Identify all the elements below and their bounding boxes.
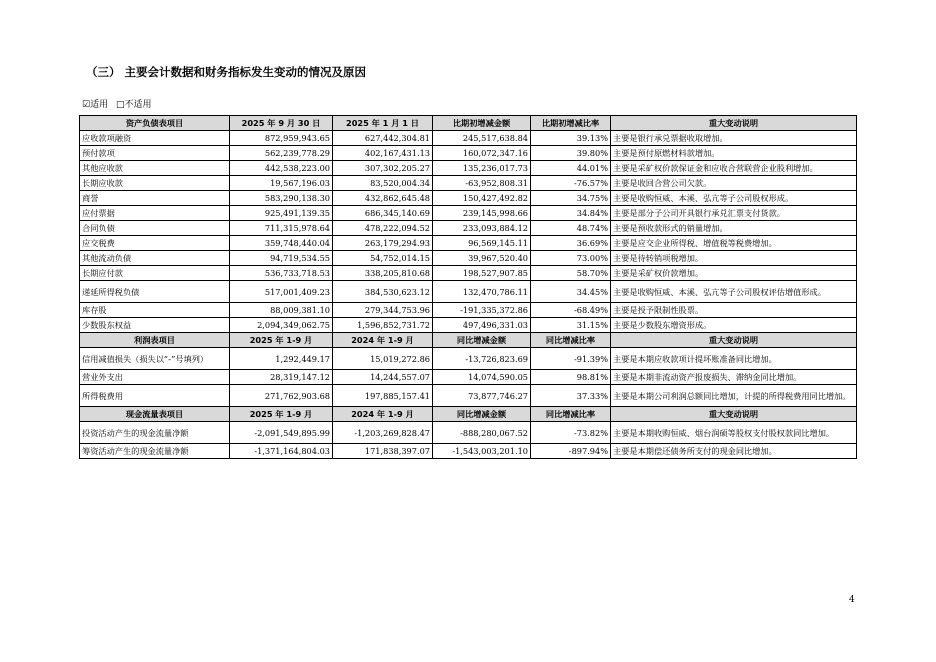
income-statement-header-explanation: 重大变动说明 [611,333,857,348]
cash-flow-cell-item: 投资活动产生的现金流量净额 [80,422,230,444]
income-statement-cell-change-ratio: 98.81% [531,370,611,385]
balance-sheet-cell-period-prior: 279,344,753.96 [333,303,433,318]
balance-sheet-cell-explanation: 主要是收回合营公司欠款。 [611,176,857,191]
balance-sheet-cell-explanation: 主要是银行承兑票据收取增加。 [611,131,857,146]
balance-sheet-cell-change-ratio: -68.49% [531,303,611,318]
balance-sheet-cell-change-amount: 245,517,638.84 [433,131,531,146]
cash-flow-cell-period-current: -1,371,164,804.03 [230,444,333,459]
balance-sheet-cell-explanation: 主要是收购恒威、本溪、弘亢等子公司股权评估增值形成。 [611,281,857,303]
balance-sheet-header-change-amount: 比期初增减金额 [433,116,531,131]
balance-sheet-cell-change-ratio: 31.15% [531,318,611,333]
cash-flow-cell-item: 筹资活动产生的现金流量净额 [80,444,230,459]
balance-sheet-cell-change-amount: -191,335,372.86 [433,303,531,318]
balance-sheet-cell-period-prior: 1,596,852,731.72 [333,318,433,333]
income-statement-cell-explanation: 主要是本期公司利润总额同比增加，计提的所得税费用同比增加。 [611,385,857,407]
balance-sheet-row [80,318,857,333]
income-statement-cell-item: 所得税费用 [80,385,230,407]
income-statement-cell-explanation: 主要是本期应收款项计提坏账准备同比增加。 [611,348,857,370]
applicability-options [82,97,156,110]
balance-sheet-cell-explanation: 主要是应交企业所得税、增值税等税费增加。 [611,236,857,251]
balance-sheet-header-row [80,116,857,131]
cash-flow-cell-period-prior: 171,838,397.07 [333,444,433,459]
balance-sheet-cell-change-ratio: 39.13% [531,131,611,146]
income-statement-header-change-amount: 同比增减金额 [433,333,531,348]
table-body [80,116,857,459]
balance-sheet-cell-explanation: 主要是预收款形式的销量增加。 [611,221,857,236]
balance-sheet-cell-explanation: 主要是部分子公司开具银行承兑汇票支付货款。 [611,206,857,221]
cash-flow-header-period-prior: 2024 年 1-9 月 [333,407,433,422]
balance-sheet-cell-period-current: 19,567,196.03 [230,176,333,191]
income-statement-cell-change-ratio: -91.39% [531,348,611,370]
balance-sheet-cell-period-current: 711,315,978.64 [230,221,333,236]
income-statement-cell-period-prior: 197,885,157.41 [333,385,433,407]
balance-sheet-cell-change-ratio: 44.01% [531,161,611,176]
balance-sheet-cell-period-prior: 478,222,094.52 [333,221,433,236]
income-statement-header-item: 利润表项目 [80,333,230,348]
cash-flow-row [80,444,857,459]
balance-sheet-cell-item: 其他流动负债 [80,251,230,266]
balance-sheet-cell-change-ratio: 48.74% [531,221,611,236]
balance-sheet-cell-explanation: 主要是收购恒威、本溪、弘亢等子公司股权形成。 [611,191,857,206]
balance-sheet-cell-period-current: 88,009,381.10 [230,303,333,318]
balance-sheet-cell-item: 递延所得税负债 [80,281,230,303]
cash-flow-header-period-current: 2025 年 1-9 月 [230,407,333,422]
cash-flow-cell-change-ratio: -73.82% [531,422,611,444]
balance-sheet-cell-change-ratio: 34.84% [531,206,611,221]
balance-sheet-cell-change-amount: 135,236,017.73 [433,161,531,176]
section-heading: （三） 主要会计数据和财务指标发生变动的情况及原因 [86,65,367,79]
balance-sheet-cell-item: 应付票据 [80,206,230,221]
balance-sheet-cell-period-current: 2,094,349,062.75 [230,318,333,333]
balance-sheet-cell-period-prior: 627,442,304.81 [333,131,433,146]
income-statement-header-change-ratio: 同比增减比率 [531,333,611,348]
cash-flow-header-change-amount: 同比增减金额 [433,407,531,422]
balance-sheet-cell-change-amount: 132,470,786.11 [433,281,531,303]
not-applicable-checkbox[interactable]: □不适用 [115,100,152,110]
balance-sheet-cell-period-prior: 402,167,431.13 [333,146,433,161]
cash-flow-header-explanation: 重大变动说明 [611,407,857,422]
balance-sheet-row [80,176,857,191]
cash-flow-header-change-ratio: 同比增减比率 [531,407,611,422]
financial-changes-table [79,115,857,459]
income-statement-cell-period-prior: 14,244,557.07 [333,370,433,385]
balance-sheet-cell-explanation: 主要是少数股东增资形成。 [611,318,857,333]
cash-flow-cell-change-amount: -888,280,067.52 [433,422,531,444]
balance-sheet-row [80,146,857,161]
cash-flow-cell-period-current: -2,091,549,895.99 [230,422,333,444]
income-statement-cell-period-prior: 15,019,272.86 [333,348,433,370]
balance-sheet-cell-change-ratio: 73.00% [531,251,611,266]
balance-sheet-cell-explanation: 主要是采矿权价款保证金和应收合营联营企业股利增加。 [611,161,857,176]
balance-sheet-cell-period-current: 94,719,534.55 [230,251,333,266]
balance-sheet-cell-item: 应交税费 [80,236,230,251]
balance-sheet-cell-change-amount: 239,145,998.66 [433,206,531,221]
balance-sheet-cell-period-prior: 54,752,014.15 [333,251,433,266]
cash-flow-cell-change-amount: -1,543,003,201.10 [433,444,531,459]
balance-sheet-row [80,191,857,206]
income-statement-cell-period-current: 1,292,449.17 [230,348,333,370]
balance-sheet-cell-explanation: 主要是待转销项税增加。 [611,251,857,266]
page-number: 4 [849,595,855,605]
balance-sheet-row [80,303,857,318]
balance-sheet-row [80,221,857,236]
balance-sheet-header-period-prior: 2025 年 1 月 1 日 [333,116,433,131]
balance-sheet-cell-change-amount: 198,527,907.85 [433,266,531,281]
balance-sheet-cell-period-prior: 384,530,623.12 [333,281,433,303]
cash-flow-cell-explanation: 主要是本期收购恒威、烟台润硕等股权支付股权款同比增加。 [611,422,857,444]
balance-sheet-cell-period-current: 536,733,718.53 [230,266,333,281]
balance-sheet-header-item: 资产负债表项目 [80,116,230,131]
income-statement-row [80,348,857,370]
income-statement-cell-explanation: 主要是本期非流动资产报废损失、滞纳金同比增加。 [611,370,857,385]
income-statement-row [80,385,857,407]
balance-sheet-row [80,131,857,146]
balance-sheet-cell-change-ratio: 34.45% [531,281,611,303]
balance-sheet-cell-change-ratio: -76.57% [531,176,611,191]
balance-sheet-cell-period-current: 583,290,138.30 [230,191,333,206]
income-statement-header-period-prior: 2024 年 1-9 月 [333,333,433,348]
cash-flow-header-row [80,407,857,422]
balance-sheet-cell-period-current: 359,748,440.04 [230,236,333,251]
balance-sheet-header-change-ratio: 比期初增减比率 [531,116,611,131]
balance-sheet-header-explanation: 重大变动说明 [611,116,857,131]
income-statement-cell-period-current: 271,762,903.68 [230,385,333,407]
balance-sheet-row [80,251,857,266]
balance-sheet-row [80,161,857,176]
income-statement-cell-change-amount: 14,074,590.05 [433,370,531,385]
balance-sheet-cell-period-prior: 338,205,810.68 [333,266,433,281]
income-statement-cell-change-amount: -13,726,823.69 [433,348,531,370]
balance-sheet-cell-explanation: 主要是授予限制性股票。 [611,303,857,318]
applicable-checkbox[interactable]: ☑适用 [82,100,109,110]
balance-sheet-cell-explanation: 主要是采矿权价款增加。 [611,266,857,281]
balance-sheet-cell-item: 库存股 [80,303,230,318]
balance-sheet-cell-period-prior: 83,520,004.34 [333,176,433,191]
balance-sheet-row [80,266,857,281]
income-statement-header-period-current: 2025 年 1-9 月 [230,333,333,348]
cash-flow-row [80,422,857,444]
balance-sheet-cell-period-prior: 686,345,140.69 [333,206,433,221]
income-statement-cell-item: 营业外支出 [80,370,230,385]
cash-flow-header-item: 现金流量表项目 [80,407,230,422]
balance-sheet-cell-change-amount: 497,496,331.03 [433,318,531,333]
balance-sheet-cell-item: 少数股东权益 [80,318,230,333]
balance-sheet-cell-period-prior: 432,862,645.48 [333,191,433,206]
balance-sheet-cell-explanation: 主要是预付原燃材料款增加。 [611,146,857,161]
balance-sheet-cell-period-prior: 263,179,294.93 [333,236,433,251]
balance-sheet-cell-change-ratio: 39.80% [531,146,611,161]
balance-sheet-cell-item: 长期应收款 [80,176,230,191]
balance-sheet-cell-period-current: 925,491,139.35 [230,206,333,221]
balance-sheet-cell-change-amount: -63,952,808.31 [433,176,531,191]
balance-sheet-cell-change-amount: 160,072,347.16 [433,146,531,161]
balance-sheet-cell-period-current: 562,239,778.29 [230,146,333,161]
balance-sheet-cell-item: 应收款项融资 [80,131,230,146]
cash-flow-cell-period-prior: -1,203,269,828.47 [333,422,433,444]
balance-sheet-cell-period-current: 872,959,943.65 [230,131,333,146]
balance-sheet-cell-change-amount: 39,967,520.40 [433,251,531,266]
balance-sheet-row [80,281,857,303]
balance-sheet-row [80,236,857,251]
balance-sheet-cell-period-prior: 307,302,205.27 [333,161,433,176]
balance-sheet-cell-change-ratio: 34.75% [531,191,611,206]
balance-sheet-cell-change-ratio: 36.69% [531,236,611,251]
income-statement-cell-item: 信用减值损失（损失以“-”号填列） [80,348,230,370]
balance-sheet-cell-item: 商誉 [80,191,230,206]
balance-sheet-cell-item: 其他应收款 [80,161,230,176]
balance-sheet-cell-period-current: 442,538,223.00 [230,161,333,176]
balance-sheet-cell-change-ratio: 58.70% [531,266,611,281]
balance-sheet-cell-item: 预付款项 [80,146,230,161]
balance-sheet-cell-change-amount: 233,093,884.12 [433,221,531,236]
income-statement-header-row [80,333,857,348]
balance-sheet-cell-period-current: 517,001,409.23 [230,281,333,303]
balance-sheet-cell-change-amount: 96,569,145.11 [433,236,531,251]
balance-sheet-header-period-current: 2025 年 9 月 30 日 [230,116,333,131]
income-statement-cell-period-current: 28,319,147.12 [230,370,333,385]
balance-sheet-cell-item: 长期应付款 [80,266,230,281]
cash-flow-cell-explanation: 主要是本期偿还债务所支付的现金同比增加。 [611,444,857,459]
balance-sheet-cell-change-amount: 150,427,492.82 [433,191,531,206]
cash-flow-cell-change-ratio: -897.94% [531,444,611,459]
balance-sheet-cell-item: 合同负债 [80,221,230,236]
balance-sheet-row [80,206,857,221]
income-statement-cell-change-ratio: 37.33% [531,385,611,407]
income-statement-row [80,370,857,385]
income-statement-cell-change-amount: 73,877,746.27 [433,385,531,407]
